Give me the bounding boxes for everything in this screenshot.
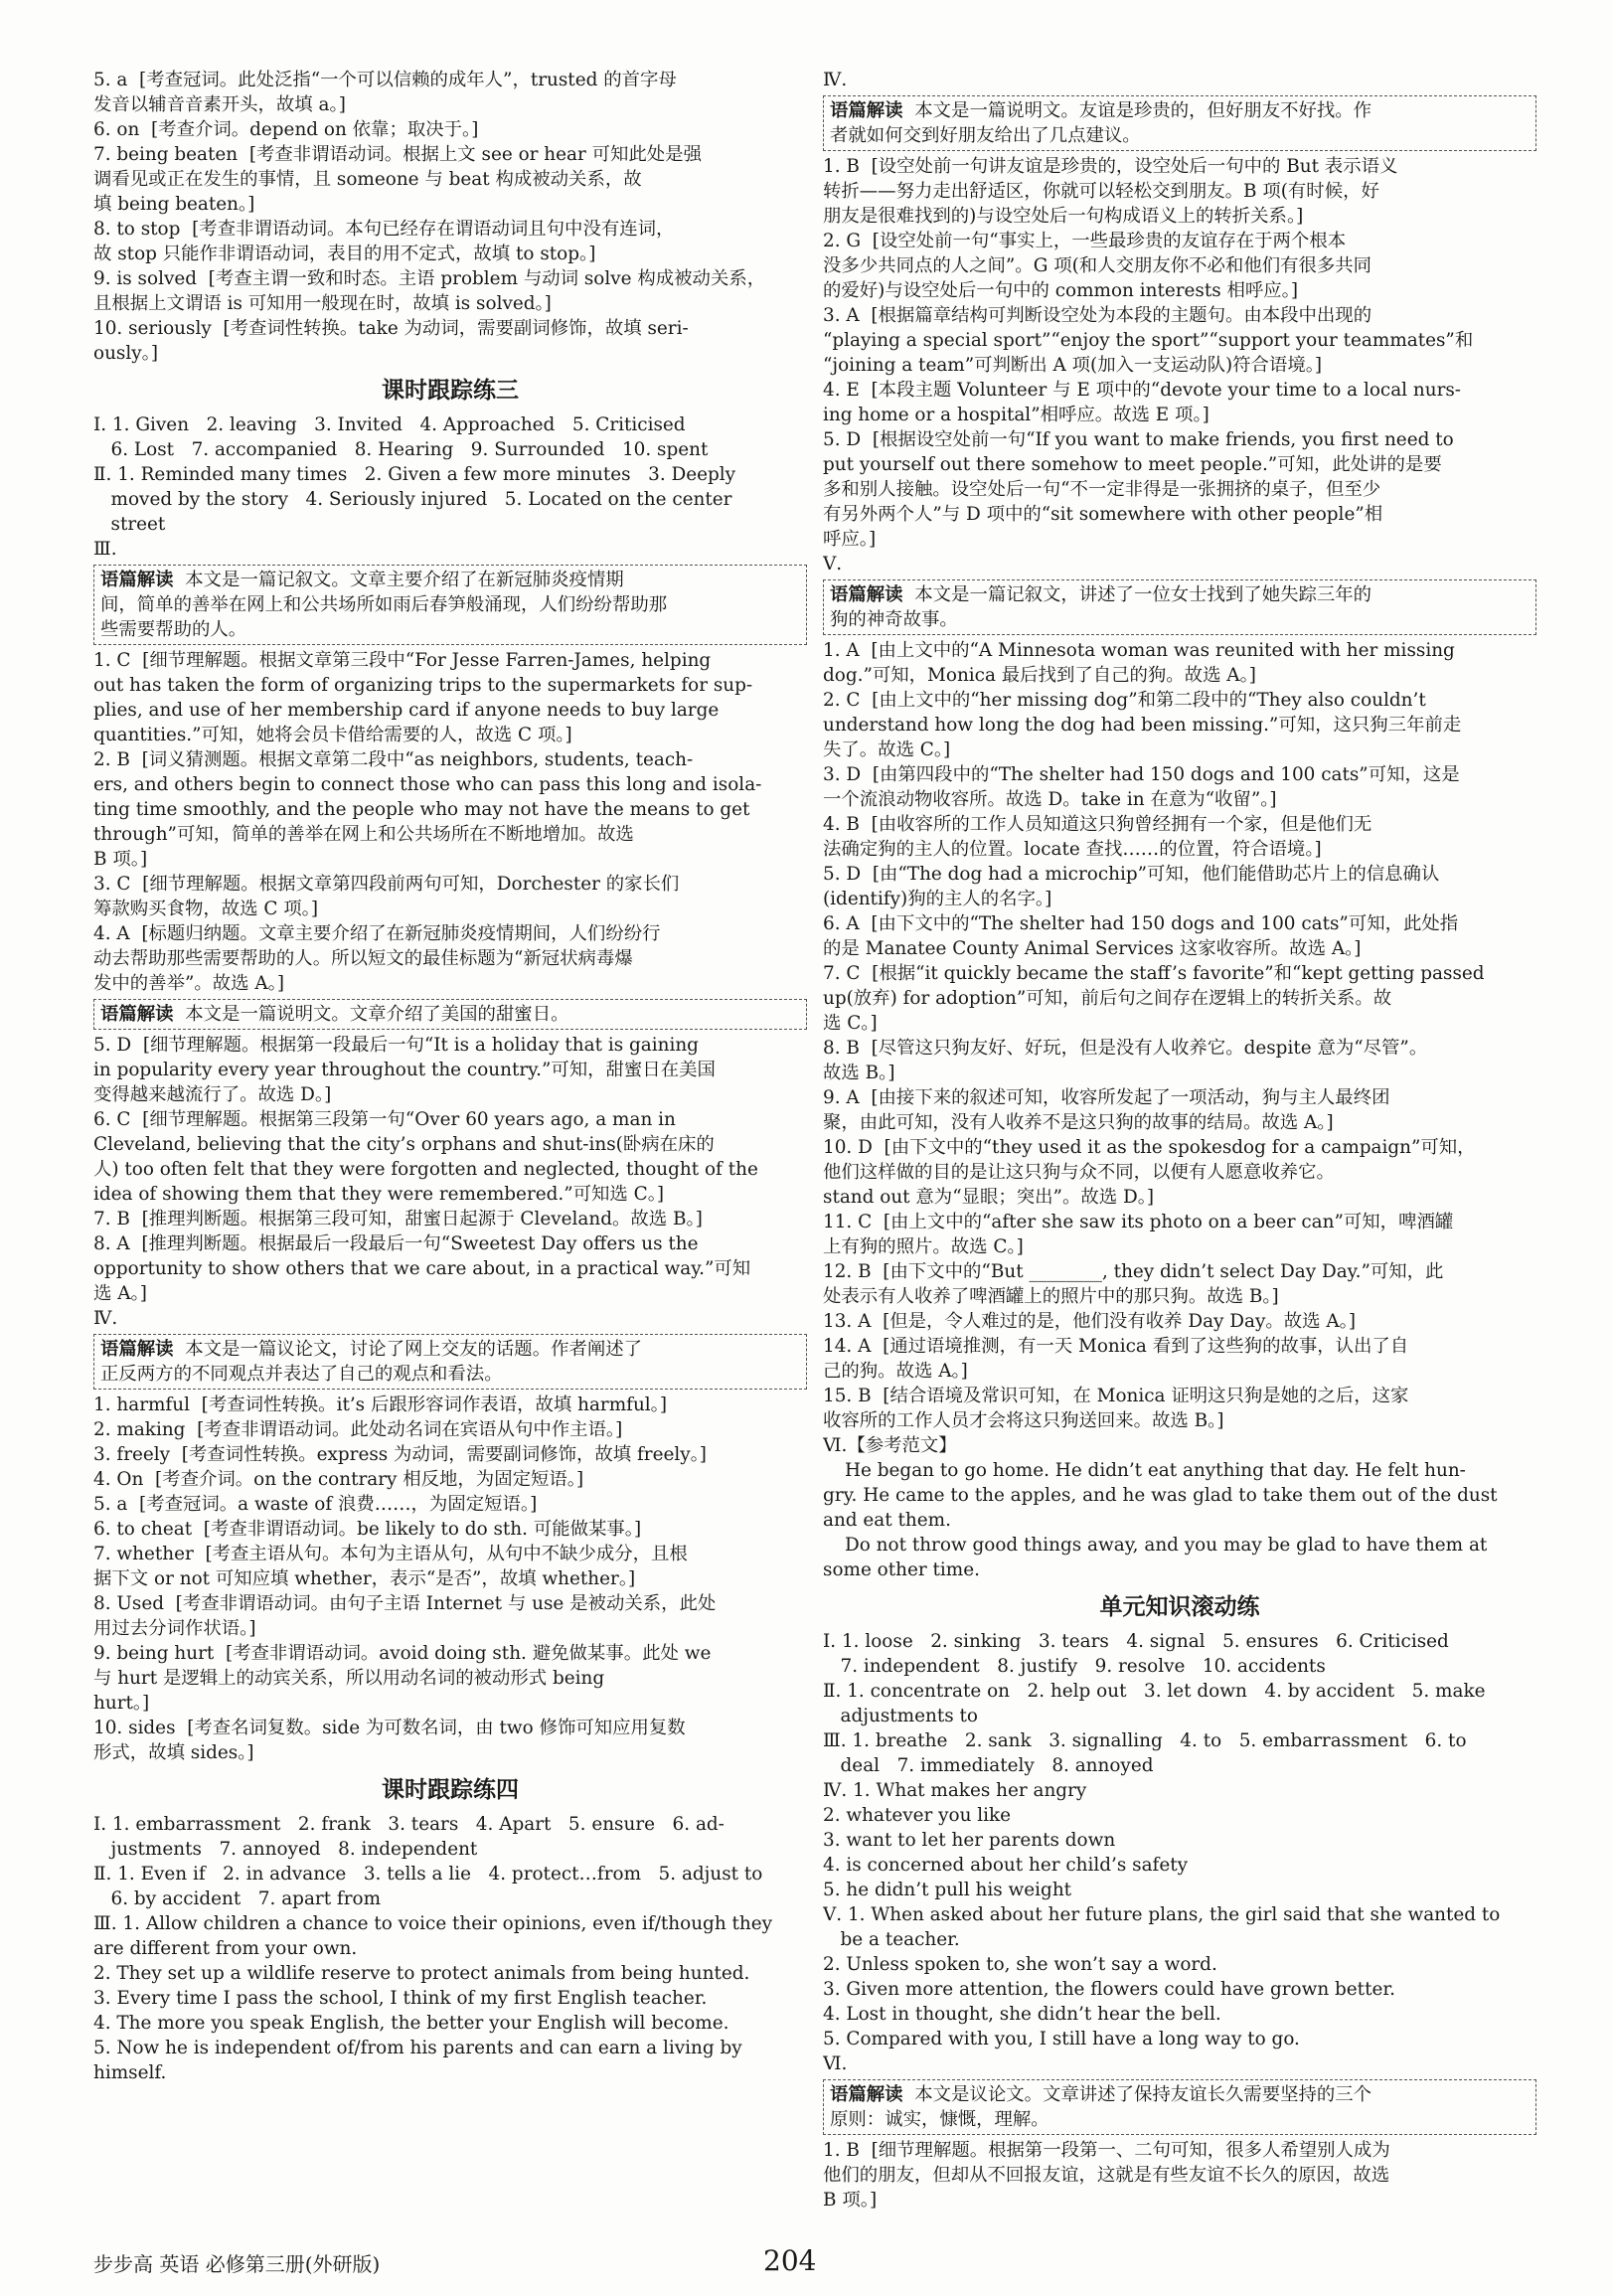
answer-item: Ⅳ. [823,70,848,90]
answer-item: 3. A [根据篇章结构可判断设空处为本段的主题句。由本段中出现的 [823,305,1372,326]
summary-line: 语篇解读 本文是一篇说明文。文章介绍了美国的甜蜜日。 [100,1004,569,1025]
summary-line: 原则：诚实，慷慨，理解。 [830,2109,1049,2130]
reading-summary-box [93,565,807,645]
answer-item: 6. to cheat [考查非谓语动词。be likely to do sth. 可能做某事。] [93,1519,642,1540]
text-line: 与 hurt 是逻辑上的动宾关系，所以用动名词的被动形式 being [93,1668,605,1689]
answer-item: 8. Used [考查非谓语动词。由句子主语 Internet 与 use 是被动关系，此处 [93,1593,717,1614]
answer-item: 4. A [标题归纳题。文章主要介绍了在新冠肺炎疫情期间，人们纷纷行 [93,923,661,944]
text-line: B 项。] [823,2190,878,2211]
answer-item: 4. On [考查介词。on the contrary 相反地，为固定短语。] [93,1469,584,1490]
answer-item: 5. a [考查冠词。此处泛指“一个可以信赖的成年人”，trusted 的首字母 [93,70,677,90]
answer-item: Ⅱ. 1. Reminded many times 2. Given a few more minutes 3. Deeply [93,464,736,485]
answer-item: 4. Lost in thought, she didn’t hear the bell. [823,2004,1221,2025]
text-line: 转折——努力走出舒适区，你就可以轻松交到朋友。B 项(有时候，好 [823,181,1379,202]
answer-item: 8. B [尽管这只狗友好、好玩，但是没有人收养它。despite 意为“尽管”。 [823,1038,1428,1059]
text-line: quantities.”可知，她将会员卡借给需要的人，故选 C 项。] [93,725,572,745]
text-line: 一个流浪动物收容所。故选 D。take in 在意为“收留”。] [823,789,1277,810]
text-line: plies, and use of her membership card if anyone needs to buy large [93,700,720,721]
answer-item: 3. C [细节理解题。根据文章第四段前两句可知，Dorchester 的家长们 [93,874,680,895]
answer-item: 3. Every time I pass the school, I think of my first English teacher. [93,1988,708,2009]
answer-item: 9. A [由接下来的叙述可知，收容所发起了一项活动，狗与主人最终团 [823,1087,1390,1108]
answer-item: 4. B [由收容所的工作人员知道这只狗曾经拥有一个家，但是他们无 [823,814,1372,835]
text-line: ing home or a hospital”相呼应。故选 E 项。] [823,405,1210,425]
answer-item: 12. B [由下文中的“But ________, they didn’t select Day Day.”可知，此 [823,1261,1444,1282]
text-line: 发音以辅音音素开头，故填 a。] [93,94,346,115]
text-line: 故选 B。] [823,1063,895,1083]
answer-item: 6. on [考查介词。depend on 依靠；取决于。] [93,119,479,140]
answer-item: Ⅱ. 1. Even if 2. in advance 3. tells a lie 4. protect…from 5. adjust to [93,1864,763,1885]
answer-item: 7. B [推理判断题。根据第三段可知，甜蜜日起源于 Cleveland。故选 B。] [93,1209,703,1230]
text-line: 填 being beaten。] [93,194,255,215]
answer-item: 4. is concerned about her child’s safety [823,1855,1189,1876]
answer-item: Ⅳ. 1. What makes her angry [823,1780,1087,1801]
reading-summary-box [823,579,1536,635]
text-line: 调看见或正在发生的事情，且 someone 与 beat 构成被动关系，故 [93,169,642,190]
text-line: 动去帮助那些需要帮助的人。所以短文的最佳标题为“新冠状病毒爆 [93,948,633,969]
text-line: 有另外两个人”与 D 项中的“sit somewhere with other people”相 [823,504,1383,525]
text-line: 处表示有人收养了啤酒罐上的照片中的那只狗。故选 B。] [823,1286,1279,1307]
answer-item: 7. being beaten [考查非谓语动词。根据上文 see or hear 可知此处是强 [93,144,702,165]
answer-item: 6. C [细节理解题。根据第三段第一句“Over 60 years ago, a man in [93,1109,676,1130]
reading-summary-box [823,95,1536,151]
answer-item: 6. A [由下文中的“The shelter had 150 dogs and 100 cats”可知，此处指 [823,913,1459,934]
answer-item: 3. Given more attention, the flowers could have grown better. [823,1979,1395,2000]
text-line: out has taken the form of organizing trips to the supermarkets for sup- [93,675,753,696]
text-line: 选 C。] [823,1013,878,1034]
section-title: 课时跟踪练四 [382,1777,519,1803]
text-line: B 项。] [93,849,148,870]
text-line: in popularity every year throughout the country.”可知，甜蜜日在美国 [93,1060,716,1080]
answer-item: Ⅰ. 1. loose 2. sinking 3. tears 4. signal 5. ensures 6. Criticised [823,1631,1449,1652]
summary-line: 语篇解读 本文是一篇议论文，讨论了网上交友的话题。作者阐述了 [100,1339,643,1360]
text-line: He began to go home. He didn’t eat anything that day. He felt hun- [845,1460,1466,1481]
answer-item: 9. being hurt [考查非谓语动词。avoid doing sth. 避免做某事。此处 we [93,1643,712,1664]
text-line: up(放弃) for adoption”可知，前后句之间存在逻辑上的转折关系。故 [823,988,1392,1009]
answer-item: 5. a [考查冠词。a waste of 浪费……，为固定短语。] [93,1494,538,1515]
text-line: 没多少共同点的人之间”。G 项(和人交朋友你不必和他们有很多共同 [823,255,1372,276]
answer-item: 4. The more you speak English, the better your English will become. [93,2013,729,2034]
answer-item: 1. C [细节理解题。根据文章第三段中“For Jesse Farren-James, helping [93,650,712,671]
answer-item: 3. want to let her parents down [823,1830,1116,1851]
summary-line: 语篇解读 本文是议论文。文章讲述了保持友谊长久需要坚持的三个 [830,2084,1372,2105]
answer-item: 10. D [由下文中的“they used it as the spokesdog for a campaign”可知， [823,1137,1476,1158]
answer-item: Ⅲ. 1. Allow children a chance to voice their opinions, even if/though they [93,1913,773,1934]
text-line: 法确定狗的主人的位置。locate 查找……的位置，符合语境。] [823,839,1322,860]
answer-item: 2. whatever you like [823,1805,1012,1826]
answer-item: 2. C [由上文中的“her missing dog”和第二段中的“They also couldn’t [823,690,1426,711]
text-line: adjustments to [823,1706,978,1726]
text-line: and eat them. [823,1510,951,1531]
answer-item: 9. is solved [考查主谓一致和时态。主语 problem 与动词 solve 构成被动关系， [93,268,766,289]
text-line: 7. independent 8. justify 9. resolve 10. accidents [823,1656,1326,1677]
text-line: ously。] [93,343,158,364]
text-line: himself. [93,2062,167,2083]
answer-item: Ⅲ. 1. breathe 2. sank 3. signalling 4. to 5. embarrassment 6. to [823,1730,1467,1751]
book-title: 步步高 英语 必修第三册(外研版) [93,2252,381,2276]
answer-item: 2. B [词义猜测题。根据文章第二段中“as neighbors, students, teach- [93,749,694,770]
answer-item: 3. D [由第四段中的“The shelter had 150 dogs and 100 cats”可知，这是 [823,764,1460,785]
answer-item: Ⅲ. [93,539,117,560]
answer-item: 2. making [考查非谓语动词。此处动名词在宾语从句中作主语。] [93,1419,623,1440]
answer-item: 5. D [根据设空处前一句“If you want to make friends, you first need to [823,429,1454,450]
text-line: gry. He came to the apples, and he was glad to take them out of the dust [823,1485,1498,1506]
answer-item: 5. D [细节理解题。根据第一段最后一句“It is a holiday that is gaining [93,1035,699,1056]
answer-item: 7. C [根据“it quickly became the staff’s favorite”和“kept getting passed [823,963,1485,984]
answer-item: 10. seriously [考查词性转换。take 为动词，需要副词修饰，故填 seri- [93,318,689,339]
summary-line: 间，简单的善举在网上和公共场所如雨后春笋般涌现，人们纷纷帮助那 [100,594,668,615]
summary-line: 语篇解读 本文是一篇记叙文，讲述了一位女士找到了她失踪三年的 [830,584,1372,605]
answer-item: 1. B [设空处前一句讲友谊是珍贵的，设空处后一句中的 But 表示语义 [823,156,1398,177]
text-line: (identify)狗的主人的名字。] [823,889,1052,909]
text-line: 聚，由此可知，没有人收养不是这只狗的故事的结局。故选 A。] [823,1112,1334,1133]
answer-item: 15. B [结合语境及常识可知，在 Monica 证明这只狗是她的之后，这家 [823,1386,1409,1406]
text-line: through”可知，简单的善举在网上和公共场所在不断地增加。故选 [93,824,634,845]
text-line: 且根据上文谓语 is 可知用一般现在时，故填 is solved。] [93,293,552,314]
text-line: 朋友是很难找到的)与设空处后一句构成语义上的转折关系。] [823,206,1304,227]
answer-item: Ⅰ. 1. Given 2. leaving 3. Invited 4. Approached 5. Criticised [93,414,686,435]
section-title: 单元知识滚动练 [1099,1594,1260,1620]
answer-item: Ⅰ. 1. embarrassment 2. frank 3. tears 4. Apart 5. ensure 6. ad- [93,1814,725,1835]
answer-item: 2. G [设空处前一句“事实上，一些最珍贵的友谊存在于两个根本 [823,231,1347,251]
text-line: idea of showing them that they were remembered.”可知选 C。] [93,1184,665,1205]
answer-item: Ⅳ. [93,1308,118,1329]
text-line: dog.”可知，Monica 最后找到了自己的狗。故选 A。] [823,665,1256,686]
answer-item: 2. They set up a wildlife reserve to protect animals from being hunted. [93,1963,750,1984]
answer-item: 3. freely [考查词性转换。express 为动词，需要副词修饰，故填 freely。] [93,1444,707,1465]
text-line: 6. by accident 7. apart from [93,1888,382,1909]
text-line: 变得越来越流行了。故选 D。] [93,1084,332,1105]
summary-line: 正反两方的不同观点并表达了自己的观点和看法。 [100,1364,503,1385]
text-line: street [93,514,166,535]
left-column [93,68,807,2085]
text-line: some other time. [823,1559,980,1580]
text-line: Do not throw good things away, and you may be glad to have them at [845,1535,1488,1556]
answer-item: 7. whether [考查主语从句。本句为主语从句，从句中不缺少成分，且根 [93,1544,688,1564]
text-line: 人) too often felt that they were forgotten and neglected, thought of the [93,1159,758,1180]
answer-item: 1. B [细节理解题。根据第一段第一、二句可知，很多人希望别人成为 [823,2140,1390,2161]
answer-item: 1. A [由上文中的“A Minnesota woman was reunited with her missing [823,640,1455,661]
text-line: 筹款购买食物，故选 C 项。] [93,899,319,919]
reading-summary-box [93,999,807,1030]
answer-item: 11. C [由上文中的“after she saw its photo on a beer can”可知，啤酒罐 [823,1212,1454,1232]
answer-item: 14. A [通过语境推测，有一天 Monica 看到了这些狗的故事，认出了自 [823,1336,1409,1357]
text-line: ting time smoothly, and the people who may not have the means to get [93,799,750,820]
text-line: 收容所的工作人员才会将这只狗送回来。故选 B。] [823,1410,1224,1431]
reading-summary-box [823,2079,1536,2135]
section-title: 课时跟踪练三 [382,378,519,404]
answer-item: 1. harmful [考查词性转换。it’s 后跟形容词作表语，故填 harmful。] [93,1394,668,1415]
answer-item: 5. Now he is independent of/from his parents and can earn a living by [93,2038,742,2058]
text-line: are different from your own. [93,1938,358,1959]
summary-line: 语篇解读 本文是一篇记叙文。文章主要介绍了在新冠肺炎疫情期 [100,570,624,590]
text-line: deal 7. immediately 8. annoyed [823,1755,1154,1776]
text-line: 用过去分词作状语。] [93,1618,256,1639]
answer-item: 2. Unless spoken to, she won’t say a word. [823,1954,1217,1975]
answer-item: 8. to stop [考查非谓语动词。本句已经存在谓语动词且句中没有连词， [93,219,675,240]
page-number: 204 [763,2244,817,2277]
reading-summary-box [93,1334,807,1390]
text-line: “joining a team”可判断出 A 项(加入一支运动队)符合语境。] [823,355,1323,376]
summary-line: 狗的神奇故事。 [830,609,958,630]
text-line: understand how long the dog had been missing.”可知，这只狗三年前走 [823,715,1462,736]
answer-item: 13. A [但是，令人难过的是，他们没有收养 Day Day。故选 A。] [823,1311,1357,1332]
text-line: 故 stop 只能作非谓语动词，表目的用不定式，故填 to stop。] [93,244,596,264]
answer-item: 8. A [推理判断题。根据最后一段最后一句“Sweetest Day offers us the [93,1233,699,1254]
text-line: hurt。] [93,1693,150,1714]
answer-item: Ⅴ. [823,554,843,574]
text-line: 多和别人接触。设空处后一句“不一定非得是一张拥挤的桌子，但至少 [823,479,1381,500]
text-line: 选 A。] [93,1283,147,1304]
text-line: 6. Lost 7. accompanied 8. Hearing 9. Surrounded 10. spent [93,439,709,460]
text-line: 他们这样做的目的是让这只狗与众不同，以便有人愿意收养它。 [823,1162,1335,1183]
text-line: ers, and others begin to connect those who can pass this long and isola- [93,774,762,795]
text-line: 呼应。] [823,529,877,550]
text-line: 他们的朋友，但却从不回报友谊，这就是有些友谊不长久的原因，故选 [823,2165,1390,2186]
text-line: 的爱好)与设空处后一句中的 common interests 相呼应。] [823,280,1299,301]
text-line: 发中的善举”。故选 A。] [93,973,285,994]
text-line: 上有狗的照片。故选 C。] [823,1236,1024,1257]
text-line: moved by the story 4. Seriously injured 5. Located on the center [93,489,732,510]
answer-item: 5. Compared with you, I still have a long way to go. [823,2029,1300,2050]
text-line: put yourself out there somehow to meet people.”可知，此处讲的是要 [823,454,1442,475]
text-line: 己的狗。故选 A。] [823,1361,968,1382]
answer-item: Ⅵ.【参考范文】 [823,1435,957,1456]
text-line: “playing a special sport”“enjoy the sport”“support your teammates”和 [823,330,1474,351]
answer-item: Ⅵ. [823,2053,848,2074]
answer-item: 4. E [本段主题 Volunteer 与 E 项中的“devote your time to a local nurs- [823,380,1462,401]
answer-item: Ⅱ. 1. concentrate on 2. help out 3. let down 4. by accident 5. make [823,1681,1486,1702]
text-line: be a teacher. [823,1929,960,1950]
answer-item: 5. D [由“The dog had a microchip”可知，他们能借助芯片上的信息确认 [823,864,1440,885]
summary-line: 些需要帮助的人。 [100,619,247,640]
text-line: 失了。故选 C。] [823,739,951,760]
text-line: opportunity to show others that we care about, in a practical way.”可知 [93,1258,751,1279]
text-line: stand out 意为“显眼；突出”。故选 D。] [823,1187,1155,1208]
text-line: 据下文 or not 可知应填 whether，表示“是否”，故填 whether。] [93,1568,636,1589]
text-line: 的是 Manatee County Animal Services 这家收容所。故选 A。] [823,938,1362,959]
answer-item: 5. he didn’t pull his weight [823,1880,1072,1900]
summary-line: 语篇解读 本文是一篇说明文。友谊是珍贵的，但好朋友不好找。作 [830,100,1372,121]
answer-item: Ⅴ. 1. When asked about her future plans, the girl said that she wanted to [823,1904,1501,1925]
answer-item: 10. sides [考查名词复数。side 为可数名词，由 two 修饰可知应用复数 [93,1718,686,1738]
summary-line: 者就如何交到好朋友给出了几点建议。 [830,125,1141,146]
text-line: Cleveland, believing that the city’s orphans and shut-ins(卧病在床的 [93,1134,715,1155]
text-line: justments 7. annoyed 8. independent [93,1839,478,1860]
text-line: 形式，故填 sides。] [93,1742,254,1763]
right-column [823,68,1536,2213]
